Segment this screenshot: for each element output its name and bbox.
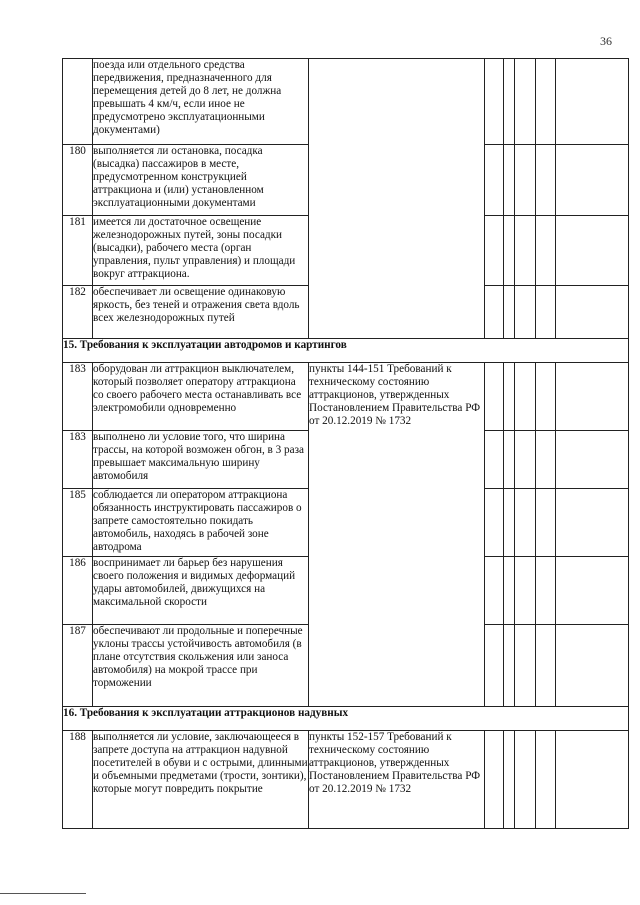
table-row bbox=[63, 363, 629, 431]
notes-cell bbox=[556, 431, 629, 489]
question-cell: выполняется ли условие, заключающееся в запрете доступа на аттракцион надувной посетителей в обуви и с острыми, длинными и объемными предметами (трости, зонтики), которые могут повредить покрытие bbox=[93, 731, 309, 829]
answer-cell-extra bbox=[536, 216, 556, 286]
answer-cell-extra bbox=[536, 145, 556, 216]
answer-cell-na bbox=[515, 489, 536, 557]
row-number: 187 bbox=[63, 625, 93, 707]
answer-cell-yes bbox=[485, 625, 504, 707]
answer-cell-yes bbox=[485, 145, 504, 216]
answer-cell-yes bbox=[485, 557, 504, 625]
answer-cell-yes bbox=[485, 731, 504, 829]
row-number bbox=[63, 59, 93, 145]
answer-cell-no bbox=[504, 59, 515, 145]
answer-cell-na bbox=[515, 557, 536, 625]
notes-cell bbox=[556, 557, 629, 625]
answer-cell-no bbox=[504, 286, 515, 339]
answer-cell-no bbox=[504, 216, 515, 286]
row-number: 181 bbox=[63, 216, 93, 286]
answer-cell-yes bbox=[485, 489, 504, 557]
notes-cell bbox=[556, 145, 629, 216]
answer-cell-extra bbox=[536, 557, 556, 625]
answer-cell-extra bbox=[536, 431, 556, 489]
answer-cell-na bbox=[515, 286, 536, 339]
row-number: 188 bbox=[63, 731, 93, 829]
question-cell: поезда или отдельного средства передвижения, предназначенного для перемещения детей до 8 лет, не должна превышать 4 км/ч, если иное не предусмотрено эксплуатационными документами) bbox=[93, 59, 309, 145]
answer-cell-extra bbox=[536, 489, 556, 557]
reference-cell bbox=[309, 59, 485, 339]
answer-cell-yes bbox=[485, 286, 504, 339]
answer-cell-na bbox=[515, 216, 536, 286]
question-cell: воспринимает ли барьер без нарушения своего положения и видимых деформаций удары автомобилей, движущихся на максимальной скорости bbox=[93, 557, 309, 625]
question-cell: имеется ли достаточное освещение железнодорожных путей, зоны посадки (высадки), рабочего места (орган управления, пульт управления) и площади вокруг аттракциона. bbox=[93, 216, 309, 286]
section-header-row bbox=[63, 707, 629, 731]
answer-cell-na bbox=[515, 625, 536, 707]
section-title: 15. Требования к эксплуатации автодромов и картингов bbox=[63, 339, 629, 363]
answer-cell-extra bbox=[536, 731, 556, 829]
reference-cell: пункты 152-157 Требований к техническому состоянию аттракционов, утвержденных Постановлением Правительства РФ от 20.12.2019 № 1732 bbox=[309, 731, 485, 829]
answer-cell-no bbox=[504, 625, 515, 707]
notes-cell bbox=[556, 286, 629, 339]
row-number: 180 bbox=[63, 145, 93, 216]
answer-cell-na bbox=[515, 731, 536, 829]
answer-cell-na bbox=[515, 145, 536, 216]
question-cell: выполнено ли условие того, что ширина трассы, на которой возможен обгон, в 3 раза превышает максимальную ширину автомобиля bbox=[93, 431, 309, 489]
row-number: 183 bbox=[63, 431, 93, 489]
row-number: 186 bbox=[63, 557, 93, 625]
reference-cell: пункты 144-151 Требований к техническому состоянию аттракционов, утвержденных Постановлением Правительства РФ от 20.12.2019 № 1732 bbox=[309, 363, 485, 707]
section-title: 16. Требования к эксплуатации аттракционов надувных bbox=[63, 707, 629, 731]
notes-cell bbox=[556, 625, 629, 707]
row-number: 185 bbox=[63, 489, 93, 557]
notes-cell bbox=[556, 363, 629, 431]
answer-cell-no bbox=[504, 363, 515, 431]
answer-cell-extra bbox=[536, 286, 556, 339]
section-header-row bbox=[63, 339, 629, 363]
question-cell: выполняется ли остановка, посадка (высадка) пассажиров в месте, предусмотренном конструкцией аттракциона и (или) установленном эксплуатационными документами bbox=[93, 145, 309, 216]
answer-cell-no bbox=[504, 431, 515, 489]
answer-cell-na bbox=[515, 431, 536, 489]
answer-cell-na bbox=[515, 59, 536, 145]
question-cell: обеспечивают ли продольные и поперечные уклоны трассы устойчивость автомобиля (в плане отсутствия скольжения или заноса автомобиля) на мокрой трассе при торможении bbox=[93, 625, 309, 707]
answer-cell-yes bbox=[485, 59, 504, 145]
row-number: 182 bbox=[63, 286, 93, 339]
answer-cell-no bbox=[504, 731, 515, 829]
table-row bbox=[63, 59, 629, 145]
question-cell: обеспечивает ли освещение одинаковую яркость, без теней и отражения света вдоль всех железнодорожных путей bbox=[93, 286, 309, 339]
notes-cell bbox=[556, 731, 629, 829]
page-number: 36 bbox=[600, 34, 612, 48]
bottom-rule bbox=[0, 893, 86, 894]
row-number: 183 bbox=[63, 363, 93, 431]
notes-cell bbox=[556, 216, 629, 286]
answer-cell-no bbox=[504, 557, 515, 625]
answer-cell-yes bbox=[485, 363, 504, 431]
answer-cell-yes bbox=[485, 216, 504, 286]
answer-cell-extra bbox=[536, 363, 556, 431]
answer-cell-na bbox=[515, 363, 536, 431]
question-cell: соблюдается ли оператором аттракциона обязанность инструктировать пассажиров о запрете самостоятельно покидать автомобиль, находясь в рабочей зоне автодрома bbox=[93, 489, 309, 557]
question-cell: оборудован ли аттракцион выключателем, который позволяет оператору аттракциона со своего рабочего места останавливать все электромобили одновременно bbox=[93, 363, 309, 431]
answer-cell-yes bbox=[485, 431, 504, 489]
notes-cell bbox=[556, 59, 629, 145]
answer-cell-no bbox=[504, 489, 515, 557]
answer-cell-extra bbox=[536, 625, 556, 707]
table-row bbox=[63, 731, 629, 829]
notes-cell bbox=[556, 489, 629, 557]
checklist-table bbox=[62, 58, 629, 829]
answer-cell-extra bbox=[536, 59, 556, 145]
answer-cell-no bbox=[504, 145, 515, 216]
